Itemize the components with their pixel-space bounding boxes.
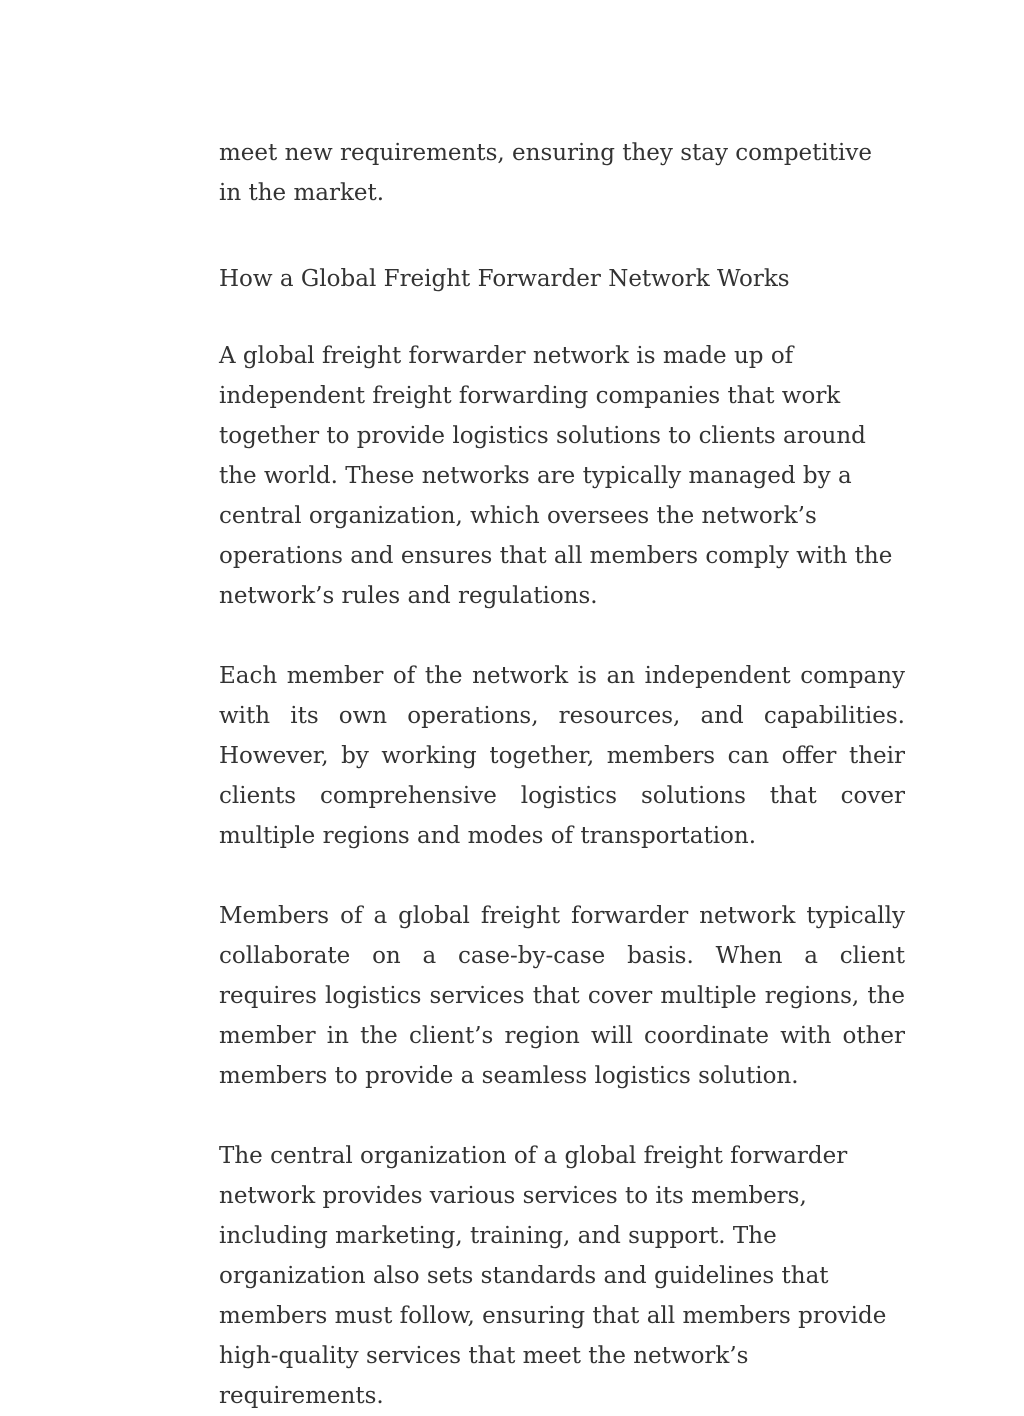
paragraph-collaboration: Members of a global freight forwarder network typically collaborate on a case-by-case basis. When a client requires logistics services that cover multiple regions, the member in the client’s region will coordinate with other members to provide a seamless logistics solution. (219, 903, 905, 1089)
paragraph-central-organization: The central organization of a global freight forwarder network provides various services to its members, including marketing, training, and support. The organization also sets standards and guidelines that members must follow, ensuring that all members provide high-quality services that meet the network’s requirements. (219, 1143, 887, 1409)
article-body (219, 133, 905, 1416)
paragraph-network-definition: A global freight forwarder network is made up of independent freight forwarding companies that work together to provide logistics solutions to clients around the world. These networks are typically managed by a central organization, which oversees the network’s operations and ensures that all members comply with the network’s rules and regulations. (219, 343, 893, 609)
paragraph-member-independence: Each member of the network is an independent company with its own operations, resources, and capabilities. However, by working together, members can offer their clients comprehensive logistics solutions that cover multiple regions and modes of transportation. (219, 663, 905, 849)
intro-fragment: meet new requirements, ensuring they stay competitive in the market. (219, 140, 872, 206)
section-heading: How a Global Freight Forwarder Network Works (219, 266, 790, 292)
